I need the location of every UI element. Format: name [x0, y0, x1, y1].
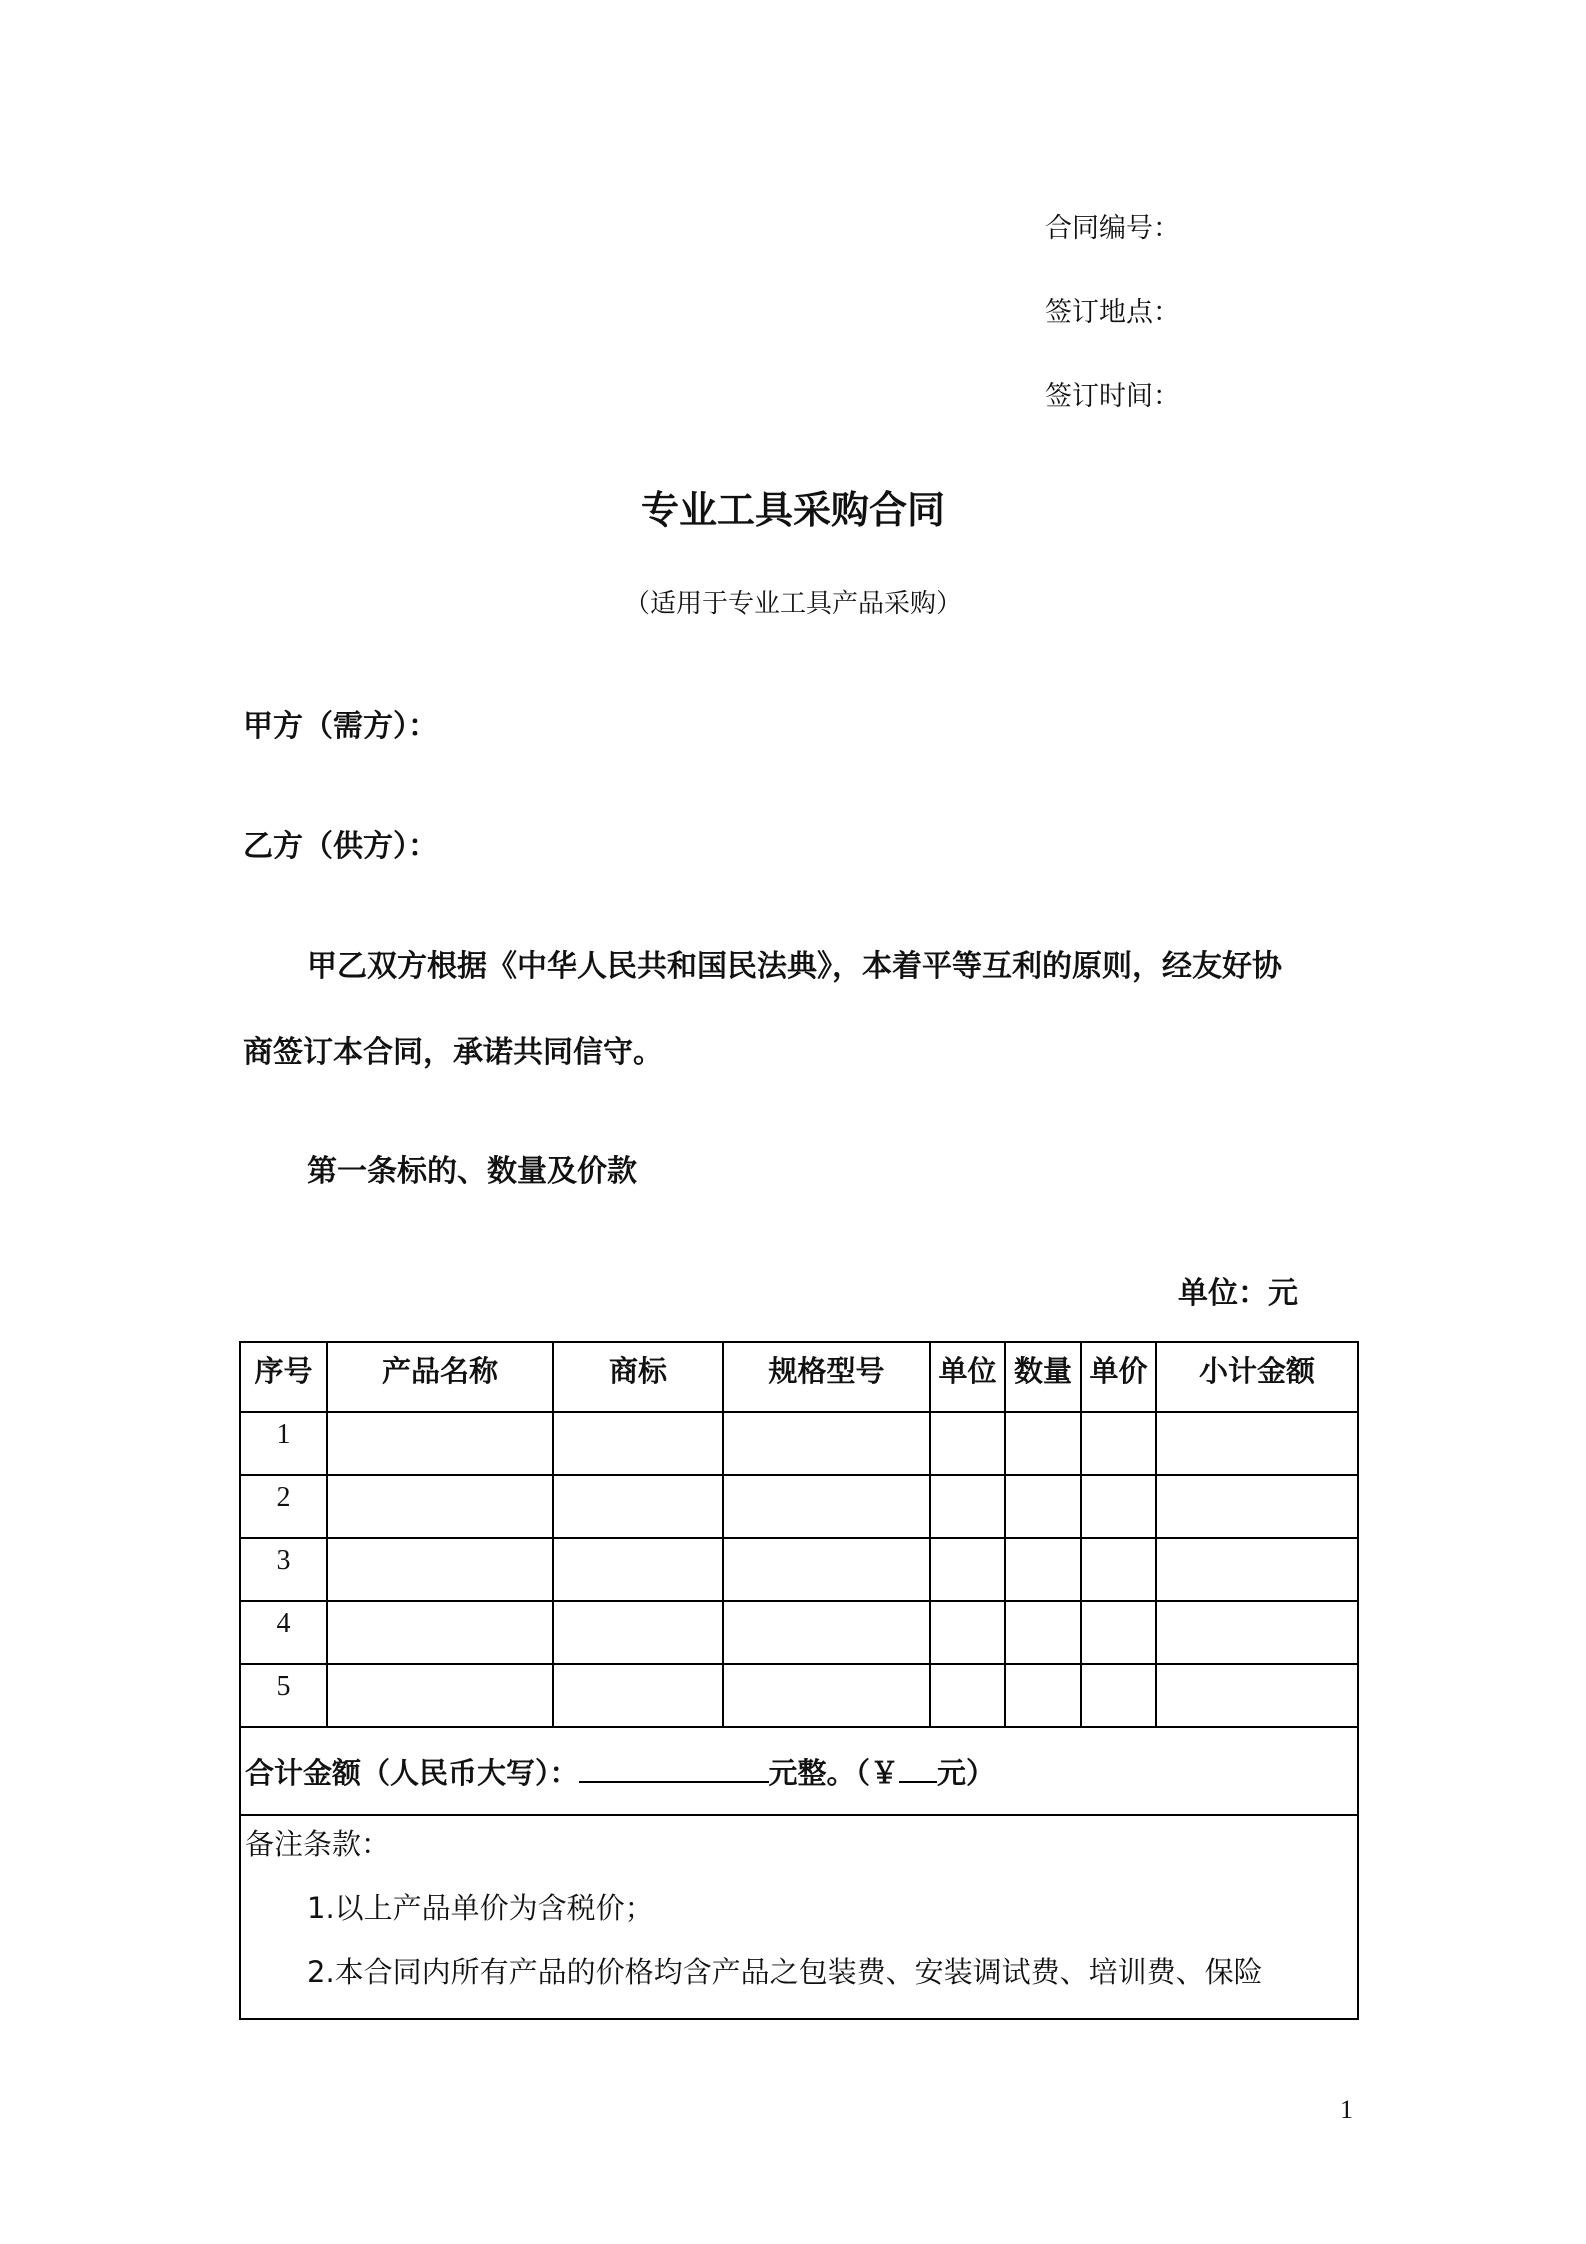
- unit-price-cell[interactable]: [1081, 1601, 1156, 1664]
- unit-note: 单位：元: [1178, 1276, 1298, 1311]
- document-title: 专业工具采购合同: [640, 488, 945, 532]
- unit-cell[interactable]: [930, 1412, 1005, 1475]
- total-amount-words-blank[interactable]: [579, 1755, 769, 1783]
- model-cell[interactable]: [723, 1538, 930, 1601]
- brand-cell[interactable]: [553, 1412, 723, 1475]
- signing-place-label: 签订地点：: [1045, 297, 1180, 328]
- party-a-label: 甲方（需方）：: [243, 709, 438, 744]
- total-amount-label: 合计金额（人民币大写）：: [245, 1755, 579, 1790]
- product-table: [239, 1341, 1359, 2020]
- table-header-row: [240, 1342, 1358, 1412]
- unit-cell[interactable]: [930, 1538, 1005, 1601]
- unit-cell[interactable]: [930, 1664, 1005, 1727]
- table-row: [240, 1664, 1358, 1727]
- table-row: [240, 1601, 1358, 1664]
- brand-cell[interactable]: [553, 1601, 723, 1664]
- header-cell-product-name: 产品名称: [327, 1342, 553, 1412]
- model-cell[interactable]: [723, 1664, 930, 1727]
- brand-cell[interactable]: [553, 1475, 723, 1538]
- product-name-cell[interactable]: [327, 1475, 553, 1538]
- table-row: [240, 1475, 1358, 1538]
- model-cell[interactable]: [723, 1412, 930, 1475]
- unit-price-cell[interactable]: [1081, 1475, 1156, 1538]
- notes-cell: [240, 1815, 1358, 2019]
- unit-cell[interactable]: [930, 1475, 1005, 1538]
- page-number: 1: [1340, 2095, 1353, 2124]
- product-name-cell[interactable]: [327, 1412, 553, 1475]
- document-subtitle: （适用于专业工具产品采购）: [623, 589, 962, 619]
- quantity-cell[interactable]: [1005, 1475, 1081, 1538]
- notes-title: 备注条款：: [245, 1827, 391, 1861]
- unit-price-cell[interactable]: [1081, 1538, 1156, 1601]
- row-seq-cell: 3: [240, 1538, 327, 1601]
- notes-row: [240, 1815, 1358, 2019]
- model-cell[interactable]: [723, 1601, 930, 1664]
- note-item-1: 1.以上产品单价为含税价；: [307, 1891, 654, 1925]
- quantity-cell[interactable]: [1005, 1412, 1081, 1475]
- contract-number-label: 合同编号：: [1045, 213, 1180, 244]
- total-amount-middle: 元整。（￥: [768, 1755, 900, 1790]
- row-seq-cell: 4: [240, 1601, 327, 1664]
- brand-cell[interactable]: [553, 1538, 723, 1601]
- row-seq-cell: 5: [240, 1664, 327, 1727]
- subtotal-cell[interactable]: [1156, 1475, 1358, 1538]
- header-cell-brand: 商标: [553, 1342, 723, 1412]
- header-cell-unit-price: 单价: [1081, 1342, 1156, 1412]
- subtotal-cell[interactable]: [1156, 1538, 1358, 1601]
- product-name-cell[interactable]: [327, 1538, 553, 1601]
- unit-price-cell[interactable]: [1081, 1412, 1156, 1475]
- intro-paragraph-line-2: 商签订本合同，承诺共同信守。: [243, 1035, 663, 1070]
- signing-time-label: 签订时间：: [1045, 381, 1180, 412]
- subtotal-cell[interactable]: [1156, 1601, 1358, 1664]
- intro-paragraph-line-1: 甲乙双方根据《中华人民共和国民法典》，本着平等互利的原则，经友好协: [307, 949, 1282, 984]
- quantity-cell[interactable]: [1005, 1601, 1081, 1664]
- row-seq-cell: 2: [240, 1475, 327, 1538]
- header-cell-quantity: 数量: [1005, 1342, 1081, 1412]
- product-name-cell[interactable]: [327, 1601, 553, 1664]
- party-b-label: 乙方（供方）：: [243, 829, 438, 864]
- table-row: [240, 1538, 1358, 1601]
- header-cell-unit: 单位: [930, 1342, 1005, 1412]
- header-cell-subtotal: 小计金额: [1156, 1342, 1358, 1412]
- total-amount-row: [240, 1727, 1358, 1815]
- subtotal-cell[interactable]: [1156, 1664, 1358, 1727]
- quantity-cell[interactable]: [1005, 1538, 1081, 1601]
- subtotal-cell[interactable]: [1156, 1412, 1358, 1475]
- unit-cell[interactable]: [930, 1601, 1005, 1664]
- unit-price-cell[interactable]: [1081, 1664, 1156, 1727]
- note-item-2: 2.本合同内所有产品的价格均含产品之包装费、安装调试费、培训费、保险: [307, 1955, 1263, 1989]
- total-amount-figure-blank[interactable]: [899, 1755, 937, 1783]
- table-row: [240, 1412, 1358, 1475]
- product-name-cell[interactable]: [327, 1664, 553, 1727]
- header-cell-model: 规格型号: [723, 1342, 930, 1412]
- section-1-heading: 第一条标的、数量及价款: [307, 1154, 637, 1189]
- header-cell-seq: 序号: [240, 1342, 327, 1412]
- total-amount-cell: [240, 1727, 1358, 1815]
- quantity-cell[interactable]: [1005, 1664, 1081, 1727]
- model-cell[interactable]: [723, 1475, 930, 1538]
- total-amount-suffix: 元）: [937, 1755, 996, 1790]
- row-seq-cell: 1: [240, 1412, 327, 1475]
- brand-cell[interactable]: [553, 1664, 723, 1727]
